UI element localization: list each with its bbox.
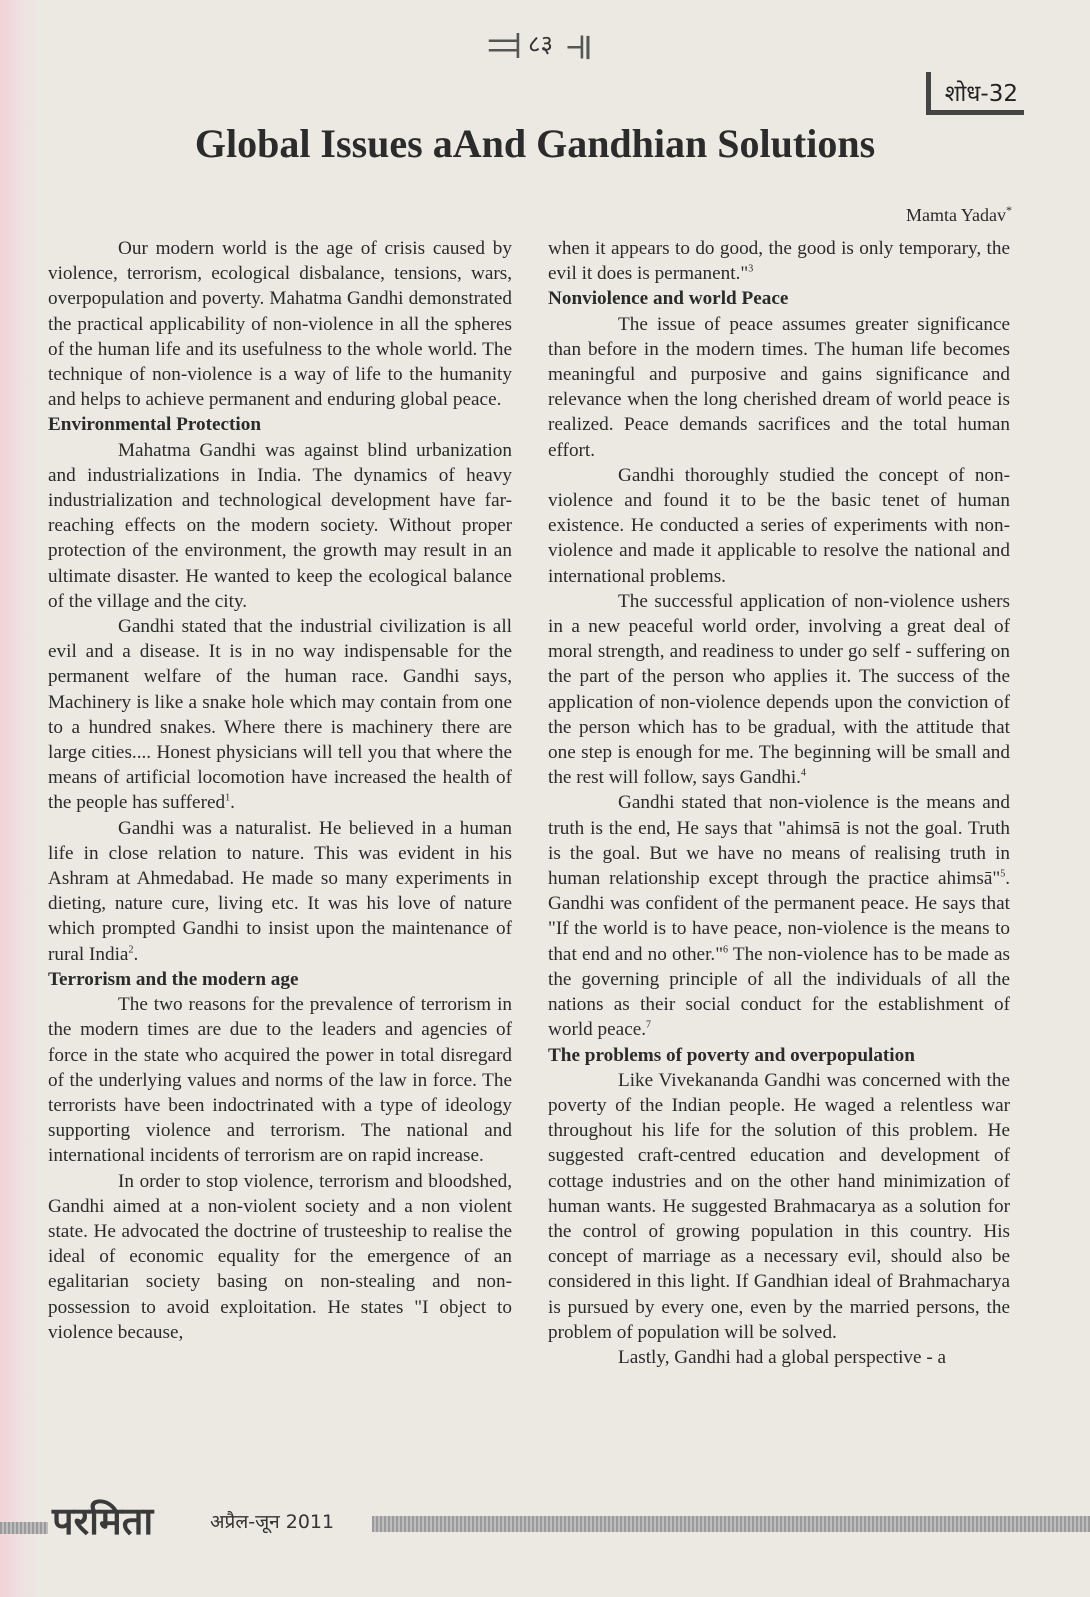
heading-terrorism: Terrorism and the modern age [48,968,299,990]
footnote-ref-2: 2 [128,944,134,956]
footnote-ref-3: 3 [748,263,754,275]
footer-rule-left [0,1522,48,1534]
left-column [48,236,512,1345]
right-bracket-ornament: ⫣ [565,16,587,70]
footnote-ref-4: 4 [800,767,806,779]
footnote-ref-6: 6 [723,944,729,956]
peace-paragraph-4-part-b: . Gandhi was confident of the permanent peace. He says that "If the world is to have peace, non-violence is the means to that end and no other." [548,868,1010,965]
footer-rule-right [372,1516,1090,1532]
article-code: शोध-32 [926,72,1024,115]
footnote-ref-5: 5 [1000,868,1006,880]
environment-paragraph-2-text: Gandhi stated that the industrial civilization is all evil and a disease. It is in no way indispensable for the permanent welfare of the human race. Gandhi says, Machinery is like a snake hole which may contain from one to a hundred snakes. Where there is machinery there are large cities.... Honest physicians will tell you that where the means of artificial locomotion have increased the health of the people has suffered [48,616,512,814]
heading-environmental-protection: Environmental Protection [48,414,262,436]
peace-paragraph-2: Gandhi thoroughly studied the concept of non-violence and found it to be the basic tenet of human existence. He conducted a series of experiments with non-violence and made it applicable to resolve the national and international problems. [548,464,1010,587]
page-number-ornament [462,8,612,78]
environment-paragraph-3: Gandhi was a naturalist. He believed in a human life in close relation to nature. This was evident in his Ashram at Ahmedabad. He made so many experiments in dieting, nature cure, living etc. It was his love of nature which prompted Gandhi to insist upon the maintenance of rural India$^2$. [48,817,512,965]
poverty-paragraph-2: Lastly, Gandhi had a global perspective - a [618,1346,947,1368]
environment-paragraph-2: Gandhi stated that the industrial civilization is all evil and a disease. It is in no way indispensable for the permanent welfare of the human race. Gandhi says, Machinery is like a snake hole which may contain from one to a hundred snakes. Where there is machinery there are large cities.... Honest physicians will tell you that where the means of artificial locomotion have increased the health of the people has suffered$^1$. [48,616,512,814]
peace-paragraph-4-part-c: The non-violence has to be made as the governing principle of all the individuals of all the nations as their social conduct for the establishment of world peace. [548,943,1010,1041]
peace-paragraph-4-part-a: Gandhi stated that non-violence is the means and truth is the end, He says that "ahimsā is not the goal. Truth is the goal. But we have no means of realising truth in human relationship except through the practice ahimsā" [548,792,1010,890]
right-column [548,236,1010,1370]
author-line [906,205,1012,226]
left-bracket-ornament: ⫤ [487,16,517,70]
footnote-ref-7: 7 [646,1019,652,1031]
page-edge-shadow [0,0,42,1597]
terrorism-paragraph-1: The two reasons for the prevalence of terrorism in the modern times are due to the leaders and agencies of force in the state who acquired the power in total disregard of the underlying values and norms of the law in force. The terrorists have been indoctrinated with a type of ideology supporting violence and terrorism. The national and international incidents of terrorism are on rapid increase. [48,994,512,1167]
page-number: ८३ [528,29,554,58]
heading-poverty-overpopulation: The problems of poverty and overpopulation [548,1044,915,1066]
footnote-ref-1: 1 [225,793,231,805]
peace-paragraph-3 [548,589,1010,791]
environment-paragraph-3-text: Gandhi was a naturalist. He believed in a human life in close relation to nature. This was evident in his Ashram at Ahmedabad. He made so many experiments in dieting, nature cure, living etc. It was his love of nature which prompted Gandhi to insist upon the maintenance of rural India [48,817,512,965]
peace-paragraph-1: The issue of peace assumes greater significance than before in the modern times. The human life becomes meaningful and purposive and gains significance and relevance when the long cherished dream of world peace is realized. Peace demands sacrifices and the total human effort. [548,313,1010,461]
article-title: Global Issues aAnd Gandhian Solutions [194,121,876,166]
issue-date: अप्रैल-जून 2011 [210,1511,335,1533]
terrorism-paragraph-2: In order to stop violence, terrorism and bloodshed, Gandhi aimed at a non-violent society and a non violent state. He advocated the doctrine of trusteeship to realise the ideal of economic equality for the emergence of an egalitarian society basing on non-stealing and non-possession to avoid exploitation. He states "I object to violence because, [48,1170,512,1343]
peace-paragraph-3-text: The successful application of non-violence ushers in a new peaceful world order, involving a great deal of moral strength, and readiness to under go self - suffering on the part of the person who applies it. The success of the application of non-violence depends upon the conviction of the person which has to be gradual, with the attitude that one step is enough for me. The beginning will be small and the rest will follow, says Gandhi. [548,590,1010,789]
peace-paragraph-4 [548,790,1010,1042]
environment-paragraph-1: Mahatma Gandhi was against blind urbanization and industrializations in India. The dynamics of heavy industrialization and technological development have far-reaching effects on the modern society. Without proper protection of the environment, the growth may result in an ultimate disaster. He wanted to keep the ecological balance of the village and the city. [48,439,512,612]
author-footnote-mark: * [1006,203,1012,217]
journal-logo: परमिता [52,1499,154,1543]
poverty-paragraph-1: Like Vivekananda Gandhi was concerned with the poverty of the Indian people. He waged a relentless war throughout his life for the solution of this problem. He suggested craft-centred education and development of cottage industries and on the other hand minimization of human wants. He suggested Brahmacarya as a solution for the control of growing population in this country. His concept of marriage as a necessary evil, should also be considered in this light. If Gandhian ideal of Brahmacharya is pursued by every one, even by the married persons, the problem of population will be solved. [548,1069,1010,1343]
continuation-text: when it appears to do good, the good is only temporary, the evil it does is permanent." [548,238,1010,285]
intro-paragraph: Our modern world is the age of crisis caused by violence, terrorism, ecological disbalance, tensions, wars, overpopulation and poverty. Mahatma Gandhi demonstrated the practical applicability of non-violence in all the spheres of the human life and its usefulness to the whole world. The technique of non-violence is a way of life to the humanity and helps to achieve permanent and enduring global peace. [48,238,512,411]
heading-nonviolence-peace: Nonviolence and world Peace [548,288,789,310]
author-name: Mamta Yadav [906,205,1006,225]
continuation-paragraph [548,236,1010,286]
